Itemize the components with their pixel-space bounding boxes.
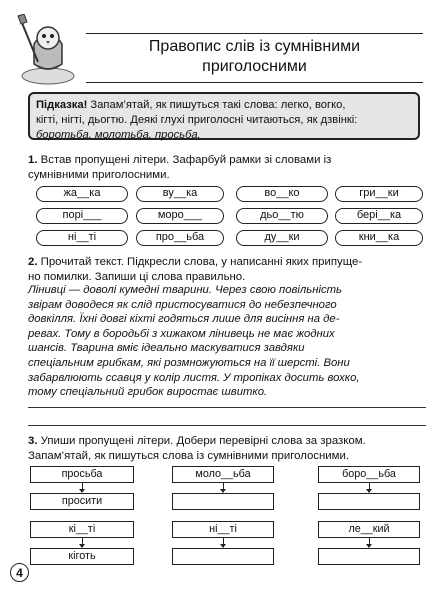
text-line: спеціальним грибкам, які розмножуються на її шерсті. Вони	[28, 356, 350, 369]
word-pill[interactable]: ву__ка	[136, 186, 224, 202]
text-line: шансів. Тварина вміє ідеально маскуватися завдяки	[28, 342, 305, 355]
text-line: довкілля. Їхні довгі кіхті годяться лише для висіння на де-	[28, 313, 340, 326]
writing-line[interactable]	[28, 407, 426, 408]
exercise-3-instructions	[28, 434, 424, 463]
exercise-2-instructions	[28, 255, 424, 284]
exercise-3-line1: Упиши пропущені літери. Добери перевірні слова за зразком.	[37, 435, 366, 447]
mascot-logo	[14, 14, 82, 86]
word-pill[interactable]: ні__ті	[36, 230, 128, 246]
text-line: тому спеціальний грибок виростає швитко.	[28, 386, 268, 399]
page-title	[86, 37, 423, 77]
answer-box[interactable]	[318, 548, 420, 565]
hint-box	[28, 92, 420, 140]
text-line: забарвлюють ссавця у колір листя. У тропіках досить вохко,	[28, 371, 360, 384]
exercise-1-instructions	[28, 153, 424, 182]
word-pill[interactable]: ду__ки	[236, 230, 328, 246]
word-box[interactable]: ні__ті	[172, 521, 274, 538]
exercise-2-number: 2.	[28, 256, 38, 268]
word-box[interactable]: кіготь	[30, 548, 134, 565]
exercise-1-line1: Встав пропущені літери. Зафарбуй рамки зі словами із	[37, 154, 332, 166]
hint-line3: боротьба, молотьба, просьба.	[36, 129, 201, 141]
word-box[interactable]: боро__ьба	[318, 466, 420, 483]
word-box[interactable]: ле__кий	[318, 521, 420, 538]
word-box[interactable]: просити	[30, 493, 134, 510]
hint-line2: кігті, нігті, дьогтю. Деякі глухі приголосні читаються, як дзвінкі:	[36, 114, 358, 126]
text-line: Лінивці — доволі кумедні тварини. Через свою повільність	[28, 284, 342, 296]
word-pill[interactable]: кни__ка	[335, 230, 423, 246]
page-title-line2: приголосними	[202, 58, 307, 75]
exercise-3-line2: Запам’ятай, як пишуться слова із сумнівними приголосними.	[28, 449, 350, 462]
word-box[interactable]: кі__ті	[30, 521, 134, 538]
word-pill[interactable]: бері__ка	[335, 208, 423, 224]
word-pill[interactable]: дьо__тю	[236, 208, 328, 224]
word-pill[interactable]: про__ьба	[136, 230, 224, 246]
header-bottom-rule	[86, 82, 423, 83]
word-box[interactable]: моло__ьба	[172, 466, 274, 483]
page-number: 4	[10, 563, 29, 582]
word-pill[interactable]: гри__ки	[335, 186, 423, 202]
exercise-2-line1: Прочитай текст. Підкресли слова, у написанні яких припуще-	[37, 256, 363, 268]
answer-box[interactable]	[318, 493, 420, 510]
exercise-2-line2: но помилки. Запиши ці слова правильно.	[28, 270, 246, 283]
answer-box[interactable]	[172, 493, 274, 510]
text-line: ревах. Тому в бородьбі з хижаком лінивець не має жодних	[28, 327, 335, 340]
header-top-rule	[86, 33, 423, 34]
hint-label: Підказка!	[36, 99, 88, 111]
hint-text1: Запам’ятай, як пишуться такі слова: легко, вогко,	[87, 99, 346, 111]
word-pill[interactable]: порі___	[36, 208, 128, 224]
writing-line[interactable]	[28, 425, 426, 426]
word-pill[interactable]: жа__ка	[36, 186, 128, 202]
page-title-line1: Правопис слів із сумнівними	[148, 38, 361, 55]
answer-box[interactable]	[172, 548, 274, 565]
exercise-1-line2: сумнівними приголосними.	[28, 168, 170, 181]
exercise-1-number: 1.	[28, 154, 38, 166]
hint-line1	[36, 98, 412, 113]
exercise-3-number: 3.	[28, 435, 38, 447]
word-pill[interactable]: моро___	[136, 208, 224, 224]
word-box: просьба	[30, 466, 134, 483]
exercise-2-text	[28, 283, 426, 400]
text-line: звірам доводеся як слід пристосуватися до небезпечного	[28, 298, 337, 311]
word-pill[interactable]: во__ко	[236, 186, 328, 202]
